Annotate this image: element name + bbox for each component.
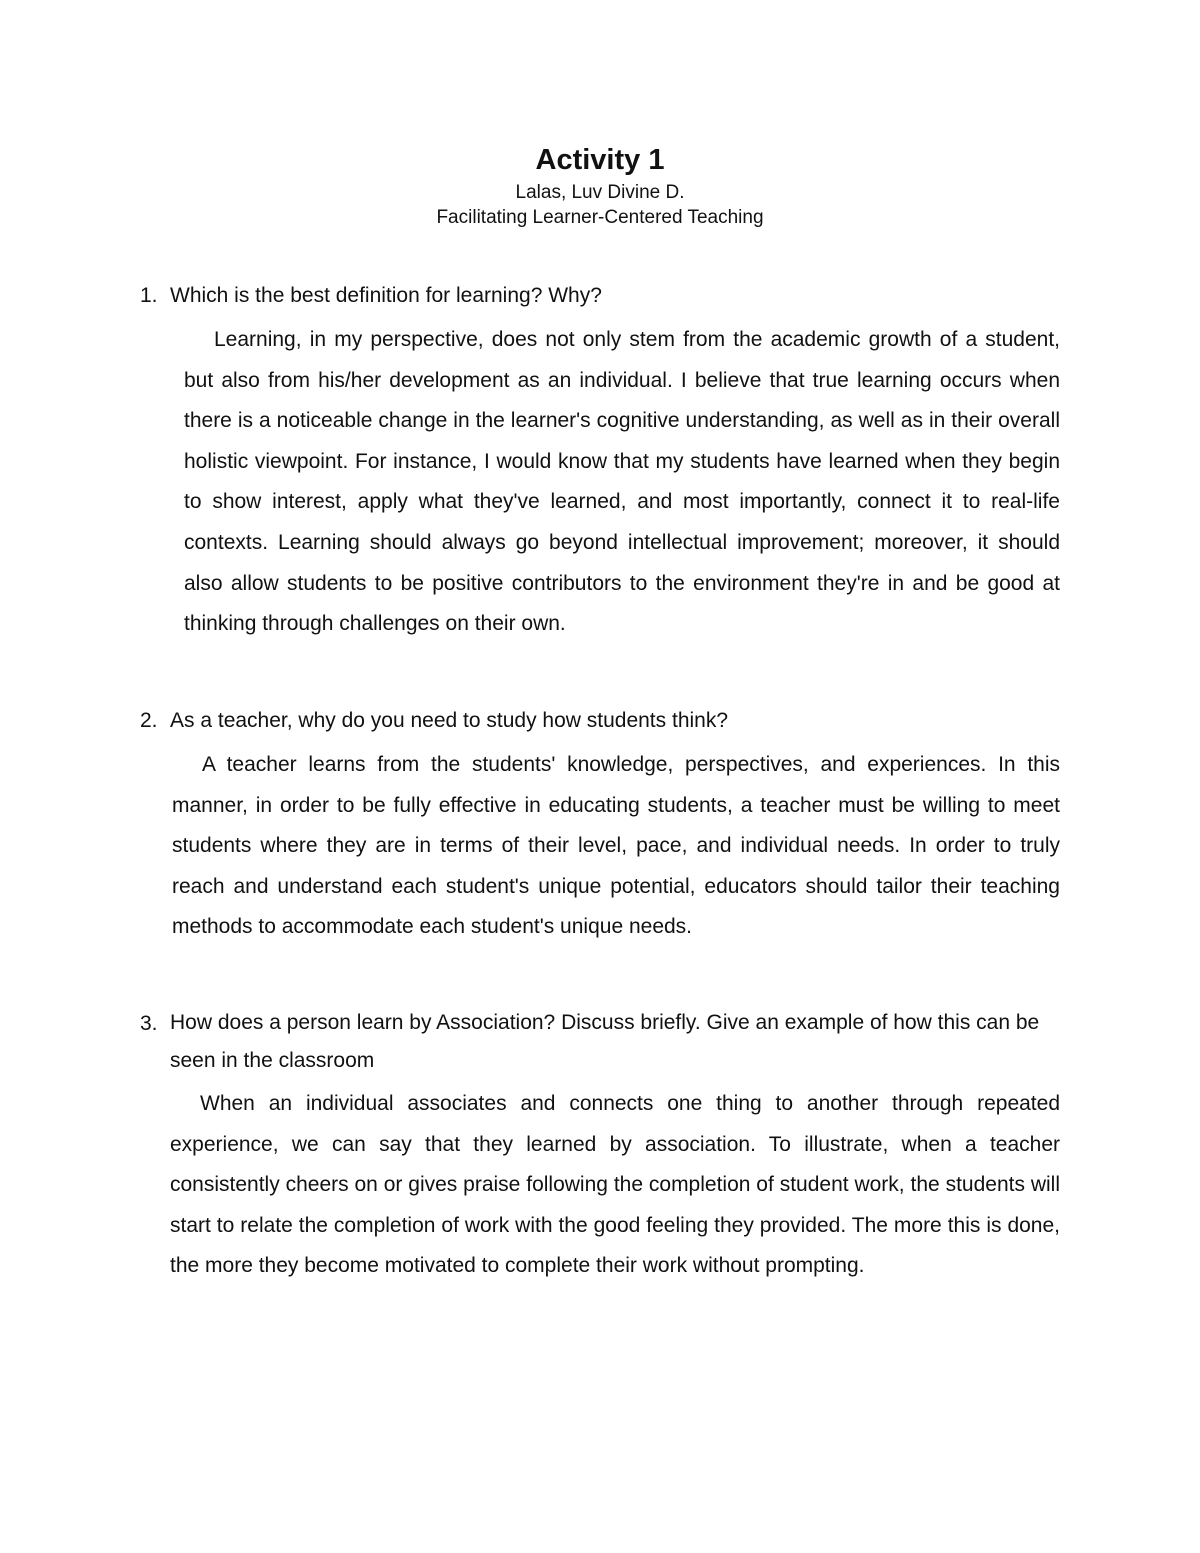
document-title: Activity 1 <box>535 144 665 176</box>
document-header <box>0 140 1200 230</box>
question-number: 2. <box>140 709 158 732</box>
answer-text: A teacher learns from the students' knowledge, perspectives, and experiences. In this manner, in order to be fully effective in educating students, a teacher must be willing to meet students where they are in terms of their level, pace, and individual needs. In order to truly reach and understand each student's unique potential, educators should tailor their teaching methods to accommodate each student's unique needs. <box>172 753 1060 939</box>
course-name: Facilitating Learner-Centered Teaching <box>436 207 764 228</box>
author-name: Lalas, Luv Divine D. <box>515 182 685 203</box>
answer-text: When an individual associates and connects one thing to another through repeated experience, we can say that they learned by association. To illustrate, when a teacher consistently cheers on or gives praise following the completion of student work, the students will start to relate the completion of work with the good feeling they provided. The more this is done, the more they become motivated to complete their work without prompting. <box>170 1092 1060 1278</box>
question-text: Which is the best definition for learning? Why? <box>170 284 602 307</box>
question-text: How does a person learn by Association? Discuss briefly. Give an example of how this can be seen in the classroom <box>170 1011 1040 1072</box>
question-block-3 <box>140 1004 1060 1287</box>
question-text: As a teacher, why do you need to study how students think? <box>170 709 729 732</box>
answer-text: Learning, in my perspective, does not only stem from the academic growth of a student, but also from his/her development as an individual. I believe that true learning occurs when there is a noticeable change in the learner's cognitive understanding, as well as in their overall holistic viewpoint. For instance, I would know that my students have learned when they begin to show interest, apply what they've learned, and most importantly, connect it to real-life contexts. Learning should always go beyond intellectual improvement; moreover, it should also allow students to be positive contributors to the environment they're in and be good at thinking through challenges on their own. <box>184 328 1060 636</box>
question-block-1 <box>140 276 1060 645</box>
question-number: 3. <box>140 1012 158 1035</box>
question-number: 1. <box>140 284 158 307</box>
question-block-2 <box>140 701 1060 948</box>
